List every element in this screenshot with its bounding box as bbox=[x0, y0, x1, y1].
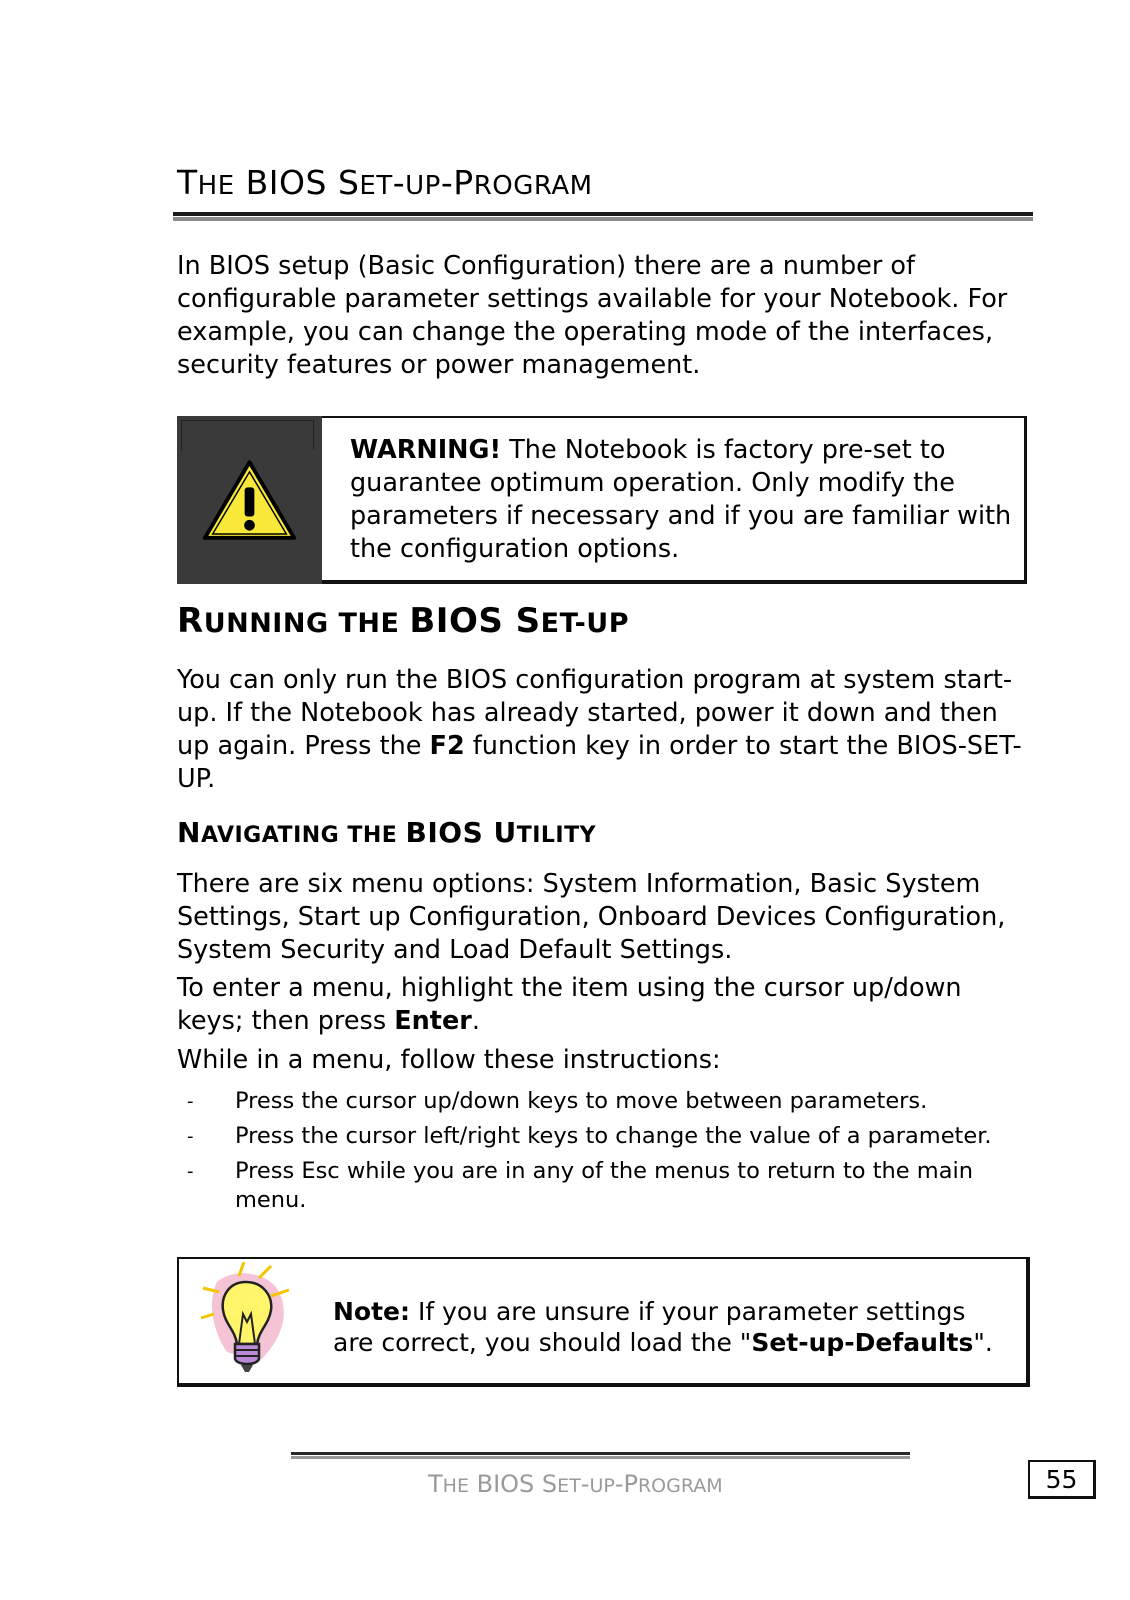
page-number: 55 bbox=[1028, 1460, 1096, 1499]
running-paragraph: You can only run the BIOS configuration program at system start-up. If the Notebook has already started, power it down and then up again. Press the F2 function key in order to start the BIOS-SET-UP. bbox=[177, 665, 1022, 794]
title-rule bbox=[173, 212, 1033, 216]
enter-key: Enter bbox=[394, 1006, 472, 1036]
warning-label: WARNING! bbox=[350, 435, 502, 465]
note-label: Note: bbox=[333, 1297, 411, 1326]
instructions-intro: While in a menu, follow these instructions: bbox=[177, 1045, 721, 1075]
note-text: Note: If you are unsure if your parameter settings are correct, you should load the "Set-up-Defaults". bbox=[333, 1297, 993, 1357]
footer-title: THE BIOS SET-UP-PROGRAM bbox=[428, 1470, 723, 1498]
warning-triangle-icon bbox=[201, 458, 298, 544]
list-item: - Press Esc while you are in any of the menus to return to the main menu. bbox=[187, 1158, 973, 1213]
setup-defaults: Set-up-Defaults bbox=[751, 1328, 974, 1357]
list-item: - Press the cursor up/down keys to move between parameters. bbox=[187, 1088, 928, 1114]
warning-text: WARNING! The Notebook is factory pre-set to guarantee optimum operation. Only modify the parameters if necessary and if you are familiar with the configuration options. bbox=[350, 435, 1012, 564]
intro-paragraph: In BIOS setup (Basic Configuration) there are a number of configurable parameter settings available for your Notebook. For example, you can change the operating mode of the interfaces, security features or power management. bbox=[177, 251, 1008, 380]
title-rule-shadow bbox=[173, 217, 1033, 221]
list-item: - Press the cursor left/right keys to change the value of a parameter. bbox=[187, 1123, 992, 1149]
section-heading-navigating: NAVIGATING THE BIOS UTILITY bbox=[177, 816, 597, 849]
section-heading-running: RUNNING THE BIOS SET-UP bbox=[177, 601, 629, 641]
menu-options-paragraph: There are six menu options: System Information, Basic System Settings, Start up Configuration, Onboard Devices Configuration, System Security and Load Default Settings. bbox=[177, 869, 1006, 965]
instructions-list bbox=[177, 1087, 1032, 1221]
f2-key: F2 bbox=[429, 731, 465, 761]
enter-menu-paragraph: To enter a menu, highlight the item using the cursor up/down keys; then press Enter. bbox=[177, 973, 962, 1036]
lightbulb-icon bbox=[199, 1262, 294, 1384]
warning-sidebar-tab bbox=[181, 420, 314, 450]
page-title: THE BIOS SET-UP-PROGRAM bbox=[177, 163, 593, 202]
footer-rule bbox=[291, 1452, 910, 1455]
footer-rule-shadow bbox=[291, 1456, 910, 1459]
